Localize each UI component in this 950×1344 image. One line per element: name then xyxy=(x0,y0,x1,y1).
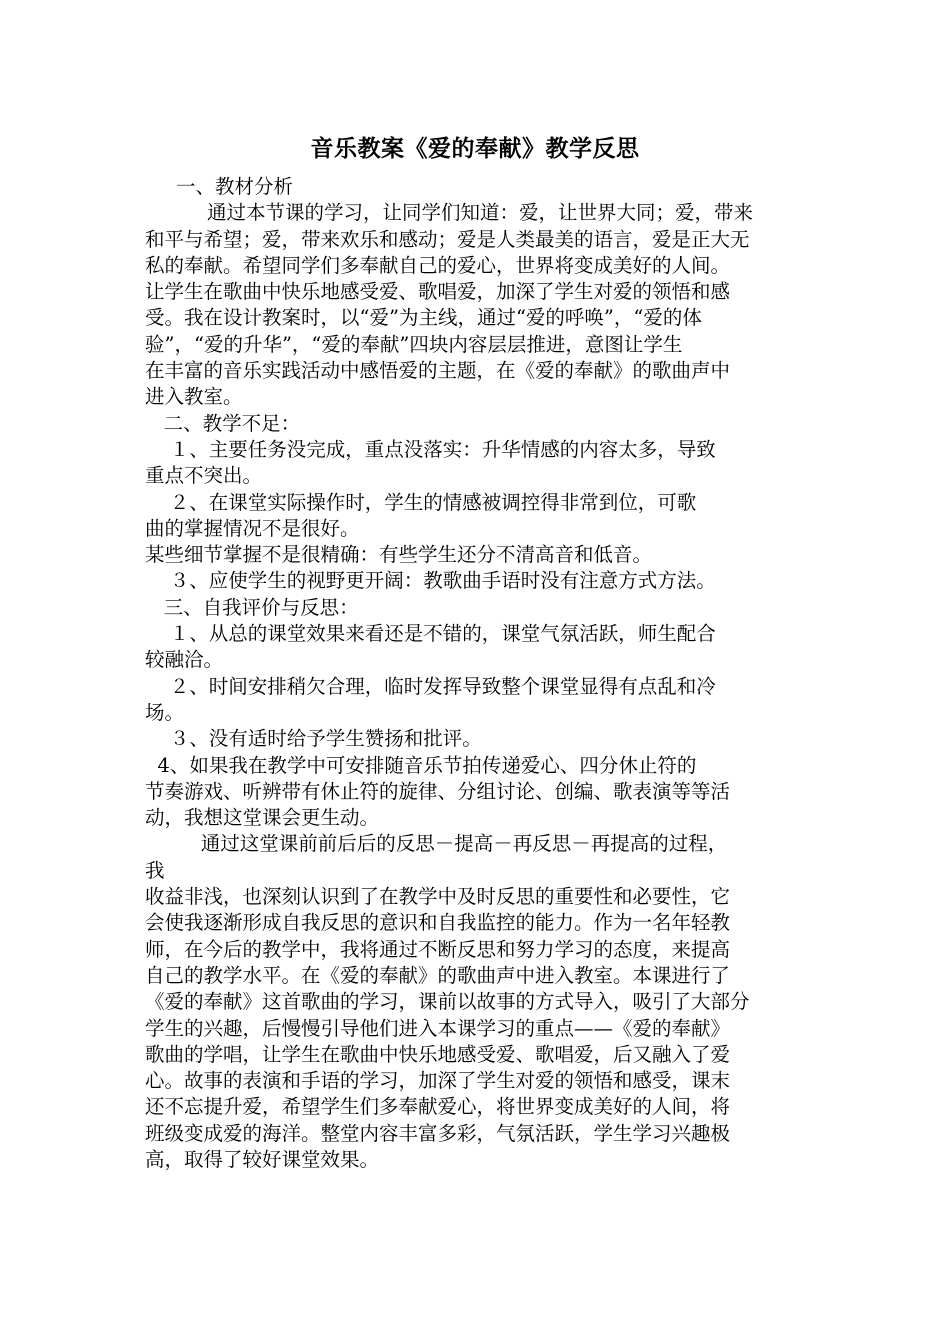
body-line: 某些细节掌握不是很精确：有些学生还分不清高音和低音。 xyxy=(145,543,653,567)
body-line: 较融洽。 xyxy=(145,648,224,672)
body-line: 歌曲的学唱，让学生在歌曲中快乐地感受爱、歌唱爱，后又融入了爱 xyxy=(145,1042,731,1066)
body-line: １、主要任务没完成，重点没落实：升华情感的内容太多，导致 xyxy=(145,437,716,461)
body-line: 《爱的奉献》这首歌曲的学习，课前以故事的方式导入，吸引了大部分 xyxy=(145,990,750,1014)
body-line: ２、在课堂实际操作时，学生的情感被调控得非常到位，可歌 xyxy=(145,490,697,514)
body-line: 4、如果我在教学中可安排随音乐节拍传递爱心、四分休止符的 xyxy=(145,753,697,777)
body-line: 通过本节课的学习，让同学们知道：爱，让世界大同；爱，带来 xyxy=(145,201,754,225)
body-line: 师，在今后的教学中，我将通过不断反思和努力学习的态度，来提高 xyxy=(145,937,731,961)
body-line: ２、时间安排稍欠合理，临时发挥导致整个课堂显得有点乱和冷 xyxy=(145,674,716,698)
document-body xyxy=(145,174,813,1173)
body-line: 通过这堂课前前后后的反思－提高－再反思－再提高的过程， xyxy=(145,832,728,856)
body-line: 高，取得了较好课堂效果。 xyxy=(145,1147,380,1171)
body-line: 二、教学不足： xyxy=(145,411,301,435)
body-line: 在丰富的音乐实践活动中感悟爱的主题，在《爱的奉献》的歌曲声中 xyxy=(145,359,731,383)
body-line: １、从总的课堂效果来看还是不错的，课堂气氛活跃，师生配合 xyxy=(145,622,716,646)
body-line: 让学生在歌曲中快乐地感受爱、歌唱爱，加深了学生对爱的领悟和感 xyxy=(145,280,731,304)
body-line: 三、自我评价与反思： xyxy=(145,595,359,619)
document-title: 音乐教案《爱的奉献》教学反思 xyxy=(310,135,640,162)
body-line: 节奏游戏、听辨带有休止符的旋律、分组讨论、创编、歌表演等等活 xyxy=(145,779,731,803)
body-line: 一、教材分析 xyxy=(145,175,294,198)
body-line: 私的奉献。希望同学们多奉献自己的爱心，世界将变成美好的人间。 xyxy=(145,253,731,277)
body-line: 我 xyxy=(145,858,165,882)
body-line: 进入教室。 xyxy=(145,385,243,409)
body-line: 心。故事的表演和手语的学习，加深了学生对爱的领悟和感受，课末 xyxy=(145,1069,731,1093)
body-line: 受。我在设计教案时，以“爱”为主线，通过“爱的呼唤”，“爱的体 xyxy=(145,306,702,330)
body-line: 会使我逐渐形成自我反思的意识和自我监控的能力。作为一名年轻教 xyxy=(145,911,731,935)
body-line: 自己的教学水平。在《爱的奉献》的歌曲声中进入教室。本课进行了 xyxy=(145,963,731,987)
body-line: 班级变成爱的海洋。整堂内容丰富多彩，气氛活跃，学生学习兴趣极 xyxy=(145,1121,731,1145)
body-line: 重点不突出。 xyxy=(145,464,263,488)
body-line: ３、没有适时给予学生赞扬和批评。 xyxy=(145,727,482,751)
body-line: 验”，“爱的升华”，“爱的奉献”四块内容层层推进，意图让学生 xyxy=(145,332,683,356)
body-line: 还不忘提升爱，希望学生们多奉献爱心，将世界变成美好的人间，将 xyxy=(145,1095,731,1119)
body-line: 学生的兴趣，后慢慢引导他们进入本课学习的重点——《爱的奉献》 xyxy=(145,1016,731,1040)
body-line: 和平与希望；爱，带来欢乐和感动；爱是人类最美的语言，爱是正大无 xyxy=(145,227,750,251)
body-line: ３、应使学生的视野更开阔：教歌曲手语时没有注意方式方法。 xyxy=(145,569,716,593)
body-line: 场。 xyxy=(145,700,185,724)
body-line: 收益非浅，也深刻认识到了在教学中及时反思的重要性和必要性，它 xyxy=(145,885,731,909)
body-line: 动，我想这堂课会更生动。 xyxy=(145,806,380,830)
body-line: 曲的掌握情况不是很好。 xyxy=(145,516,360,540)
